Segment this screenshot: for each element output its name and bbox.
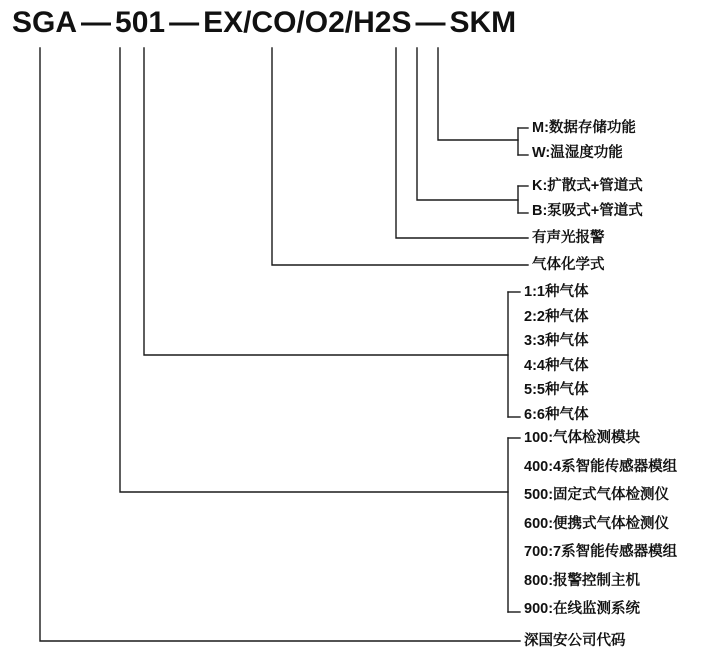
gas-count-option-2: 2:2种气体 xyxy=(524,308,589,325)
gas-count-options-group xyxy=(524,285,588,422)
series-option-800: 800:报警控制主机 xyxy=(524,572,641,589)
model-dash-3: — xyxy=(415,6,446,39)
series-option-600: 600:便携式气体检测仪 xyxy=(524,515,670,532)
model-dash-1: — xyxy=(81,6,112,39)
alarm-label: 有声光报警 xyxy=(532,230,605,246)
series-options-group xyxy=(524,431,677,617)
storage-option-w: W:温湿度功能 xyxy=(532,144,623,161)
company-code-label: 深国安公司代码 xyxy=(524,633,626,649)
gas-count-option-6: 6:6种气体 xyxy=(524,406,589,423)
storage-options-group xyxy=(532,121,636,160)
storage-option-m: M:数据存储功能 xyxy=(532,120,636,136)
series-option-900: 900:在线监测系统 xyxy=(524,601,641,617)
gas-count-option-5: 5:5种气体 xyxy=(524,382,589,398)
model-part-s: S xyxy=(449,6,470,39)
sampling-options-group xyxy=(532,179,643,218)
model-part-gases: EX/CO/O2/H2S xyxy=(203,6,412,39)
gas-formula-label: 气体化学式 xyxy=(532,257,605,273)
sampling-option-b: B:泵吸式+管道式 xyxy=(532,202,643,219)
gas-count-option-4: 4:4种气体 xyxy=(524,357,589,374)
model-part-m: M xyxy=(491,6,517,39)
series-option-700: 700:7系智能传感器模组 xyxy=(524,544,678,560)
model-part-k: K xyxy=(469,6,492,39)
gas-count-option-3: 3:3种气体 xyxy=(524,333,589,349)
series-option-500: 500:固定式气体检测仪 xyxy=(524,487,670,503)
sampling-option-k: K:扩散式+管道式 xyxy=(532,178,643,194)
model-part-sga: SGA xyxy=(12,6,78,39)
gas-count-option-1: 1:1种气体 xyxy=(524,284,589,300)
series-option-400: 400:4系智能传感器模组 xyxy=(524,458,678,475)
model-dash-2: — xyxy=(169,6,200,39)
model-part-501: 501 xyxy=(115,6,166,39)
series-option-100: 100:气体检测模块 xyxy=(524,430,641,446)
